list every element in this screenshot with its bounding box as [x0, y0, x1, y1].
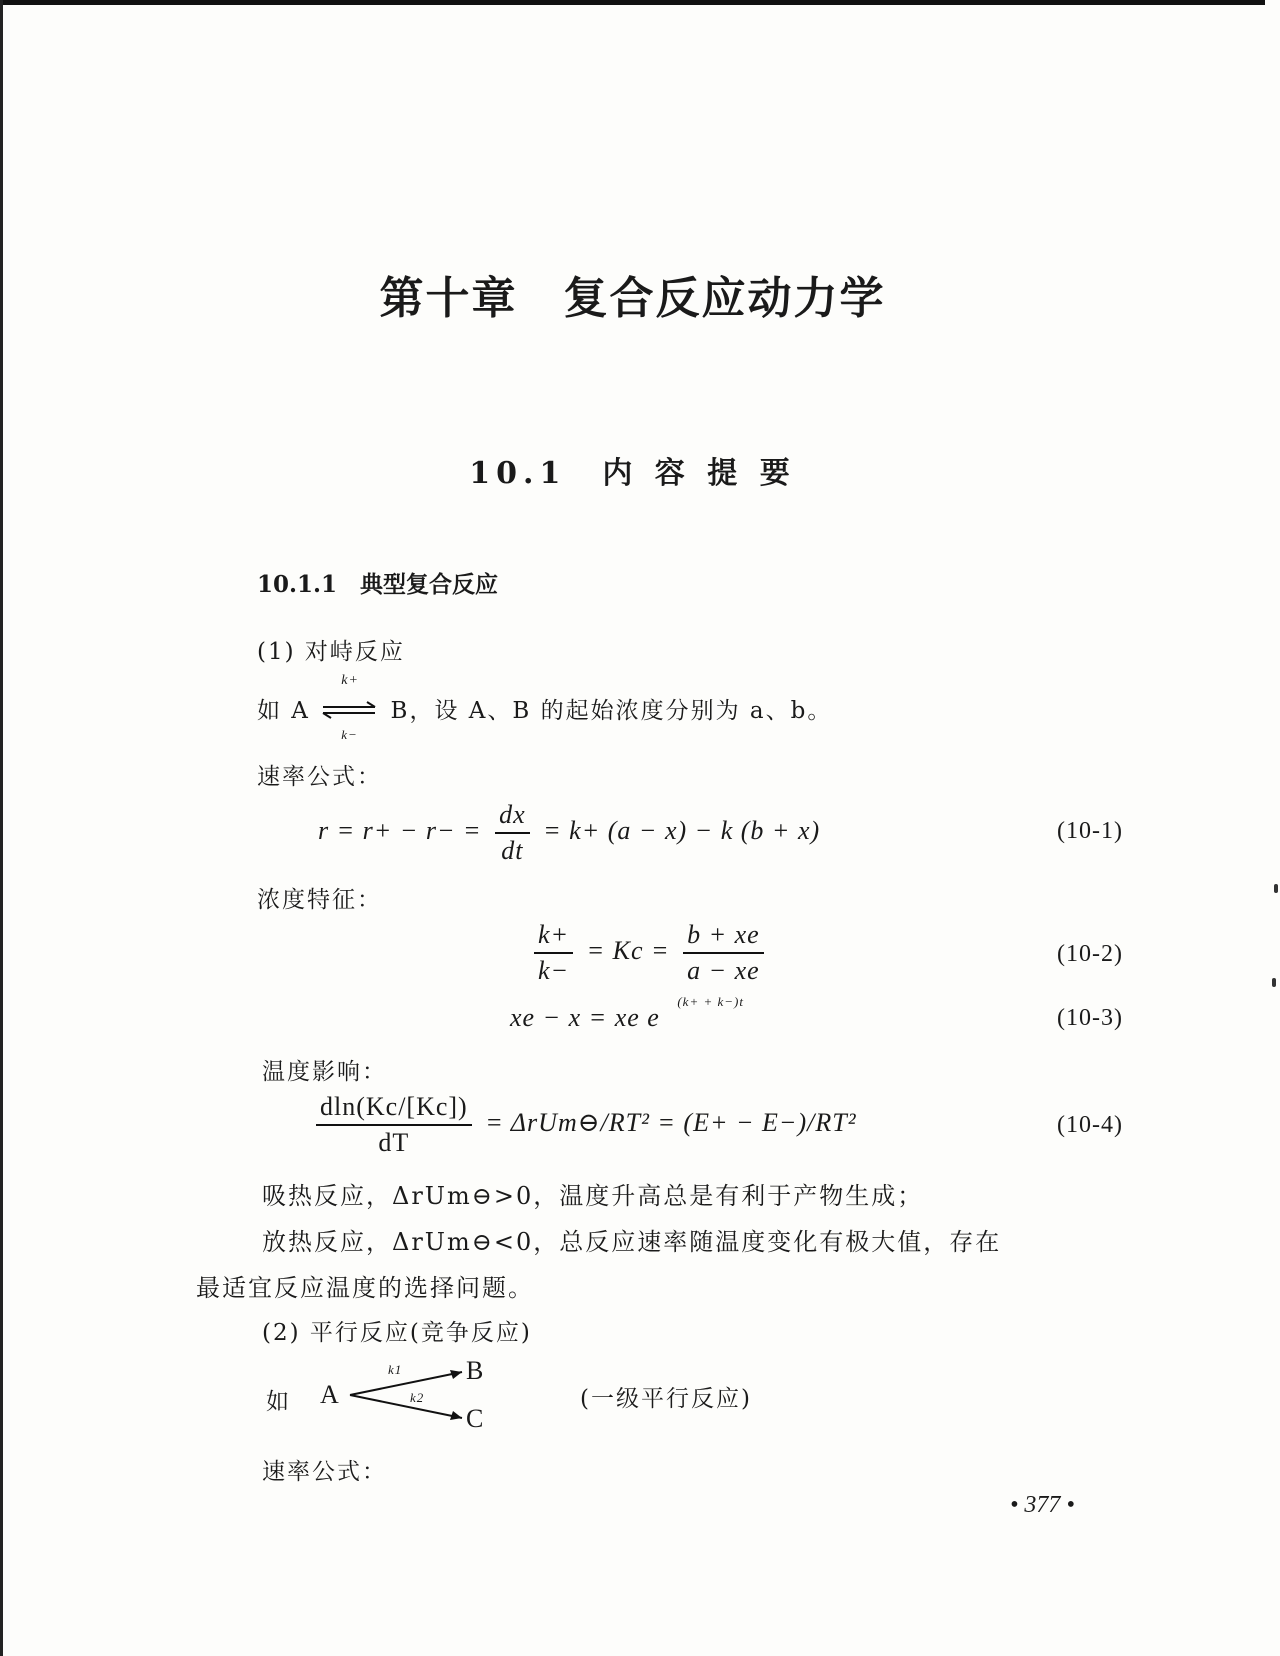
- equation-number-10-1: (10-1): [1057, 818, 1123, 844]
- eq2-left-fraction: [534, 920, 573, 986]
- equation-10-4: [310, 1092, 857, 1158]
- eq1-numerator: dx: [495, 800, 530, 834]
- k-minus-label: k−: [341, 727, 358, 742]
- equation-number-10-4: (10-4): [1057, 1112, 1123, 1138]
- k2-label: k2: [410, 1390, 425, 1405]
- intro-prefix: 如 A: [257, 698, 310, 724]
- eq3-body: xe − x = xe e: [510, 1003, 660, 1032]
- k-plus-label: k+: [341, 673, 359, 688]
- endothermic-text: 吸热反应，ΔrUm⊖>0，温度升高总是有利于产物生成；: [262, 1182, 924, 1210]
- eq2-right-fraction: [683, 920, 764, 986]
- rate-formula-label-2: 速率公式：: [262, 1459, 387, 1485]
- reactant-A: A: [320, 1380, 339, 1409]
- eq4-numerator: dln(Kc/[Kc]): [316, 1092, 472, 1126]
- opposing-reaction-intro: [257, 673, 833, 742]
- eq2-right-numerator: b + xe: [683, 920, 764, 954]
- eq1-denominator: dt: [501, 836, 524, 865]
- temperature-label: 温度影响：: [262, 1059, 387, 1085]
- exothermic-text-line1: 放热反应，ΔrUm⊖<0，总反应速率随温度变化有极大值，存在: [262, 1228, 1002, 1256]
- product-C: C: [466, 1404, 484, 1433]
- exothermic-text-line2: 最适宜反应温度的选择问题。: [196, 1274, 534, 1302]
- product-B: B: [466, 1356, 484, 1385]
- parallel-reaction-heading: (2) 平行反应(竞争反应): [262, 1320, 532, 1346]
- equation-number-10-3: (10-3): [1057, 1005, 1123, 1031]
- opposing-reaction-heading: (1) 对峙反应: [257, 639, 405, 665]
- reversible-arrow: [319, 673, 381, 742]
- rate-formula-label: 速率公式：: [257, 764, 382, 790]
- parallel-note: (一级平行反应): [580, 1386, 752, 1412]
- equation-number-10-2: (10-2): [1057, 941, 1123, 967]
- scan-speck: [1272, 978, 1276, 987]
- eq4-denominator: dT: [378, 1128, 410, 1157]
- eq1-fraction: [495, 800, 530, 866]
- eq1-left: r = r+ − r− =: [318, 815, 482, 845]
- section-title: 10.1 内 容 提 要: [469, 456, 796, 491]
- equation-10-3: [510, 994, 744, 1033]
- eq2-left-numerator: k+: [534, 920, 573, 954]
- eq2-left-denominator: k−: [538, 956, 570, 985]
- parallel-intro: 如: [266, 1389, 291, 1415]
- eq4-right: = ΔrUm⊖/RT² = (E+ − E−)/RT²: [485, 1107, 857, 1137]
- k1-label: k1: [388, 1362, 403, 1377]
- eq2-right-denominator: a − xe: [687, 956, 760, 985]
- intro-suffix: B，设 A、B 的起始浓度分别为 a、b。: [390, 698, 833, 724]
- equation-10-1: [318, 800, 820, 866]
- eq4-fraction: [316, 1092, 472, 1158]
- equation-10-2: [528, 920, 770, 986]
- scan-speck: [1274, 884, 1278, 893]
- eq2-middle: = Kc =: [586, 935, 670, 965]
- page-number: • 377 •: [1010, 1492, 1075, 1518]
- concentration-label: 浓度特征：: [257, 887, 382, 913]
- eq3-exponent: (k+ + k−)t: [677, 994, 744, 1010]
- chapter-title: 第十章 复合反应动力学: [379, 273, 886, 324]
- parallel-reaction-diagram: [320, 1350, 500, 1433]
- left-border: [0, 0, 3, 1656]
- eq1-right: = k+ (a − x) − k (b + x): [543, 815, 821, 845]
- top-border: [0, 0, 1265, 5]
- subsection-title: 10.1.1 典型复合反应: [257, 571, 499, 598]
